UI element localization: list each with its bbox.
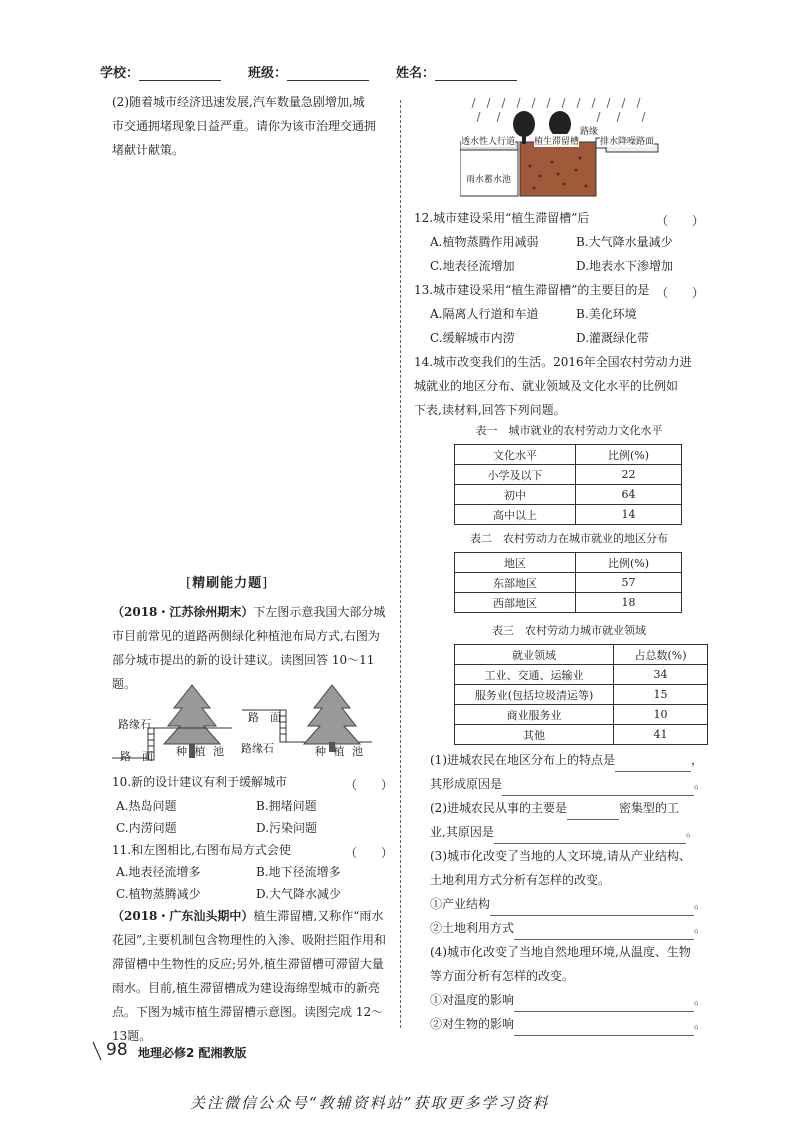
name-blank[interactable]: [435, 66, 517, 81]
q12-answer-blank[interactable]: （ ）: [656, 214, 705, 228]
right-curb-label: 路缘石: [241, 742, 274, 755]
road-surface-label: 排水降噪路面: [600, 134, 654, 147]
q10-option-b[interactable]: B.拥堵问题: [256, 799, 317, 813]
punct: 。: [685, 825, 698, 839]
table-row: [455, 485, 682, 505]
sq3-line-a: (3)城市化改变了当地的人文环境,请从产业结构、: [430, 849, 691, 863]
sq3-item-1: [430, 892, 706, 916]
table-cell: 服务业(包括垃圾清运等): [455, 685, 614, 705]
q14-line: 下表,读材料,回答下列问题。: [414, 403, 566, 417]
q10-answer-blank[interactable]: （ ）: [345, 778, 394, 792]
sq4-item-1: [430, 988, 706, 1012]
q12-stem: 12.城市建设采用“植生滞留槽”后: [414, 211, 590, 225]
q13-option-c[interactable]: C.缓解城市内涝: [430, 331, 515, 345]
table1: [454, 444, 682, 525]
sq3-text: ②土地利用方式: [430, 921, 515, 935]
footer-slash-icon: [90, 1040, 104, 1062]
sq2-text: (2)进城农民从事的主要是: [430, 801, 567, 815]
tree-icon: [304, 685, 360, 744]
sq4-blank-1[interactable]: [514, 997, 694, 1012]
sq3-blank-1[interactable]: [490, 901, 694, 916]
source-tag: （2018・广东汕头期中）: [112, 909, 254, 923]
sq2-blank-1[interactable]: [567, 805, 619, 820]
table-cell: 工业、交通、运输业: [455, 665, 614, 685]
table-header-cell: 地区: [455, 553, 576, 573]
table3: [454, 644, 708, 745]
table-cell: 小学及以下: [455, 465, 576, 485]
table-header-cell: 文化水平: [455, 445, 576, 465]
punct: 。: [694, 921, 707, 935]
table-cell: 41: [614, 725, 708, 745]
sq3-item-2: [430, 916, 706, 940]
section-title-text: 精刷能力题: [192, 576, 263, 591]
punct: 。: [694, 777, 707, 791]
sq1-text: (1)进城农民在地区分布上的特点是: [430, 753, 615, 767]
q9-part2: [112, 90, 392, 162]
table-cell: 14: [576, 505, 682, 525]
q11-option-b[interactable]: B.地下径流增多: [256, 865, 341, 879]
table-cell: 其他: [455, 725, 614, 745]
punct: 。: [694, 897, 707, 911]
sq1-text: 其形成原因是: [430, 777, 503, 791]
table-cell: 商业服务业: [455, 705, 614, 725]
intro-text: 点。下图为城市植生滞留槽示意图。读图完成 12～: [112, 1005, 384, 1019]
punct: 。: [694, 1017, 707, 1031]
q13-option-b[interactable]: B.美化环境: [576, 307, 637, 321]
q12-option-a[interactable]: A.植物蒸腾作用减弱: [430, 235, 539, 249]
q13-stem: 13.城市建设采用“植生滞留槽”的主要目的是: [414, 283, 650, 297]
school-blank[interactable]: [139, 66, 221, 81]
sq4-line-a: (4)城市化改变了当地自然地理环境,从温度、生物: [430, 945, 691, 959]
q14-stem: [414, 350, 714, 422]
table-row: [455, 465, 682, 485]
q10-option-d[interactable]: D.污染问题: [256, 821, 318, 835]
q10-option-a[interactable]: A.热岛问题: [116, 799, 177, 813]
trough-box: [520, 142, 596, 196]
table-cell: 57: [576, 573, 682, 593]
tree-icon: [164, 685, 220, 744]
table-row: [455, 725, 708, 745]
sq4-item-2: [430, 1012, 706, 1036]
book-title: 地理必修2 配湘教版: [138, 1046, 247, 1060]
tree-icon: [513, 111, 535, 137]
intro-text: 市目前常见的道路两侧绿化种植池布局方式,右图为: [112, 629, 380, 643]
table-row: [455, 505, 682, 525]
table-header-cell: 比例(%): [576, 445, 682, 465]
sq1-blank-2[interactable]: [502, 781, 694, 796]
sq1-blank-1[interactable]: [615, 757, 691, 772]
footer-notice: 关注微信公众号“教辅资料站”获取更多学习资料: [190, 1094, 550, 1112]
table-cell: 34: [614, 665, 708, 685]
right-road-label: 路 面: [248, 711, 281, 724]
sq1-line-a: [430, 748, 703, 772]
table1-caption: 表一 城市就业的农村劳动力文化水平: [475, 424, 663, 437]
sq2-line-a: [430, 796, 679, 820]
school-field: [100, 62, 221, 81]
table-cell: 18: [576, 593, 682, 613]
intro-text: 植生滞留槽,又称作“雨水: [253, 909, 384, 923]
table-header-row: [455, 553, 682, 573]
q9-part2-line: (2)随着城市经济迅速发展,汽车数量急剧增加,城: [112, 95, 365, 109]
intro-text: 花园”,主要机制包含物理性的入渗、吸附拦阻作用和: [112, 933, 386, 947]
intro-text: 滞留槽中生物性的反应;另外,植生滞留槽可滞留大量: [112, 957, 384, 971]
sq4-text: ①对温度的影响: [430, 993, 515, 1007]
punct: ，: [691, 753, 704, 767]
q12-option-c[interactable]: C.地表径流增加: [430, 259, 515, 273]
table-cell: 10: [614, 705, 708, 725]
curb-label: 路缘: [580, 124, 598, 137]
q9-part2-line: 堵献计献策。: [112, 143, 185, 157]
sq3-text: ①产业结构: [430, 897, 491, 911]
name-label: 姓名：: [396, 66, 436, 81]
table-cell: 西部地区: [455, 593, 576, 613]
table-cell: 15: [614, 685, 708, 705]
intro-text: 雨水。目前,植生滞留槽成为建设海绵型城市的新亮: [112, 981, 380, 995]
table-header-cell: 占总数(%): [614, 645, 708, 665]
page-number: 98: [106, 1040, 128, 1060]
table-header-cell: 就业领域: [455, 645, 614, 665]
sq4-blank-2[interactable]: [514, 1021, 694, 1036]
intro-text: 部分城市提出的新的设计建议。读图回答 10～11题。: [112, 653, 375, 691]
q10-stem: 10.新的设计建议有利于缓解城市: [112, 775, 288, 789]
class-blank[interactable]: [287, 66, 369, 81]
q12-option-b[interactable]: B.大气降水量减少: [576, 235, 673, 249]
q11-option-a[interactable]: A.地表径流增多: [116, 865, 201, 879]
sq3-line-b: 土地利用方式分析有怎样的改变。: [430, 873, 611, 887]
q12-option-d[interactable]: D.地表水下渗增加: [576, 259, 674, 273]
sq4-line-b: 等方面分析有怎样的改变。: [430, 969, 575, 983]
table-row: [455, 593, 682, 613]
intro-text: 下左图示意我国大部分城: [253, 605, 386, 619]
left-curb-label: 路缘石: [118, 718, 151, 731]
table-row: [455, 573, 682, 593]
sq2-line-b: [430, 820, 698, 844]
class-field: [248, 62, 369, 81]
q13-answer-blank[interactable]: （ ）: [656, 286, 705, 300]
right-pool-label: 种 植 池: [315, 745, 365, 758]
q11-stem: 11.和左图相比,右图布局方式会使: [112, 843, 291, 857]
q13-option-d[interactable]: D.灌溉绿化带: [576, 331, 650, 345]
q11-answer-blank[interactable]: （ ）: [345, 846, 394, 860]
walkway-label: 透水性人行道: [461, 134, 515, 147]
source-tag: （2018・江苏徐州期末）: [112, 605, 254, 619]
left-pool-label: 种 植 池: [176, 745, 226, 758]
name-field: [396, 62, 517, 81]
sq2-blank-2[interactable]: [494, 829, 686, 844]
table3-caption: 表三 农村劳动力城市就业领域: [492, 624, 646, 637]
q9-part2-line: 市交通拥堵现象日益严重。请你为该市治理交通拥: [112, 119, 377, 133]
table-row: [455, 665, 708, 685]
storage-label: 雨水蓄水池: [466, 175, 512, 185]
table-header-cell: 比例(%): [576, 553, 682, 573]
class-label: 班级：: [248, 66, 288, 81]
section-title: [精刷能力题]: [186, 576, 269, 591]
sq3-blank-2[interactable]: [514, 925, 694, 940]
table-header-row: [455, 445, 682, 465]
table2-caption: 表二 农村劳动力在城市就业的地区分布: [470, 532, 668, 545]
table-row: [455, 705, 708, 725]
intro-12-13: [112, 904, 396, 1048]
sq1-line-b: [430, 772, 706, 796]
left-road-label: 路 面: [120, 750, 153, 763]
q11-option-c[interactable]: C.植物蒸腾减少: [116, 887, 201, 901]
q14-line: 14.城市改变我们的生活。2016年全国农村劳动力进: [414, 355, 692, 369]
table-row: [455, 685, 708, 705]
sq2-text: 业,其原因是: [430, 825, 494, 839]
sq2-text: 密集型的工: [619, 801, 680, 815]
punct: 。: [694, 993, 707, 1007]
table-cell: 22: [576, 465, 682, 485]
intro-text: 13题。: [112, 1029, 152, 1043]
table-cell: 东部地区: [455, 573, 576, 593]
table2: [454, 552, 682, 613]
q10-option-c[interactable]: C.内涝问题: [116, 821, 177, 835]
table-cell: 初中: [455, 485, 576, 505]
q11-option-d[interactable]: D.大气降水减少: [256, 887, 342, 901]
q13-option-a[interactable]: A.隔离人行道和车道: [430, 307, 539, 321]
school-label: 学校：: [100, 66, 140, 81]
sq4-text: ②对生物的影响: [430, 1017, 515, 1031]
table-cell: 高中以上: [455, 505, 576, 525]
trough-label: 植生滞留槽: [534, 134, 579, 147]
table-header-row: [455, 645, 708, 665]
table-cell: 64: [576, 485, 682, 505]
q14-line: 城就业的地区分布、就业领域及文化水平的比例如: [414, 379, 679, 393]
column-divider: [400, 100, 401, 1028]
